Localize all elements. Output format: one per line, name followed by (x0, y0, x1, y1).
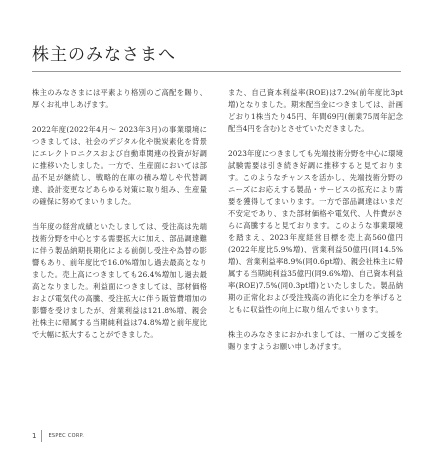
business-environment-paragraph: 2022年度(2022年4月～ 2023年3月)の事業環境につきましては、社会のデジタル化や脱炭素化を背景にエレクトロニクスおよび自動車関連の投資が好調に推移いたしました。一方で、生産面においては部品不足が継続し、戦略的在庫の積み増しや代替調達、設計変更などあらゆる対策に取り組み、生産量の確保に努めてまいりました。 (32, 125, 207, 206)
greeting-paragraph: 株主のみなさまには平素より格別のご高配を賜り、厚くお礼申しあげます。 (32, 88, 207, 109)
page-footer (32, 430, 84, 442)
title-divider (32, 71, 401, 72)
outlook-paragraph: 2023年度につきましても先端技術分野を中心に環境試験需要は引き続き好調に推移すると見ております。このようなチャンスを活かし、先端技術分野のニーズにお応えする製品・サービスの拡充により需要を獲得してまいります。一方で部品調達はいまだ不安定であり、また部材価格や電気代、人件費がさらに高騰すると見ております。このような事業環境を踏まえ、2023年度経営目標を売上高560億円(2022年度比5.9%増)、営業利益50億円(同14.5%増)、営業利益率8.9%(同0.6pt増)、親会社株主に帰属する当期純利益35億円(同9.6%増)、自己資本利益率(ROE)7.5%(同0.3pt増)といたしました。製品納期の正常化および受注残高の消化に全力を挙げるとともに収益性の向上に取り組んでまいります。 (228, 149, 403, 314)
right-column (228, 87, 403, 353)
footer-divider (41, 430, 42, 442)
roe-dividend-paragraph: また、自己資本利益率(ROE)は7.2%(前年度比3pt増)となりました。期末配当金につきましては、計画どおり1株当たり45円、年間69円(創業75周年記念配当4円を含む)とさせていただきました。 (228, 88, 403, 133)
page-title: 株主のみなさまへ (32, 45, 176, 65)
left-column (32, 87, 207, 341)
company-name: ESPEC CORP. (48, 433, 85, 439)
business-results-paragraph: 当年度の経営成績といたしましては、受注高は先端技術分野を中心とする需要拡大に加え、部品調達難に伴う製品納期長期化による前倒し受注や為替の影響もあり、前年度比で16.0%増加し過去最高となりました。売上高につきましても26.4%増加し過去最高となりました。利益面につきましては、部材価格および電気代の高騰、受注拡大に伴う販管費増加の影響を受けましたが、営業利益は121.8%増、親会社株主に帰属する当期純利益は74.8%増と前年度比で大幅に拡大することができました。 (32, 222, 207, 339)
closing-paragraph: 株主のみなさまにおかれましては、一層のご支援を賜りますようお願い申しあげます。 (228, 330, 403, 351)
page-number: 1 (32, 432, 37, 440)
